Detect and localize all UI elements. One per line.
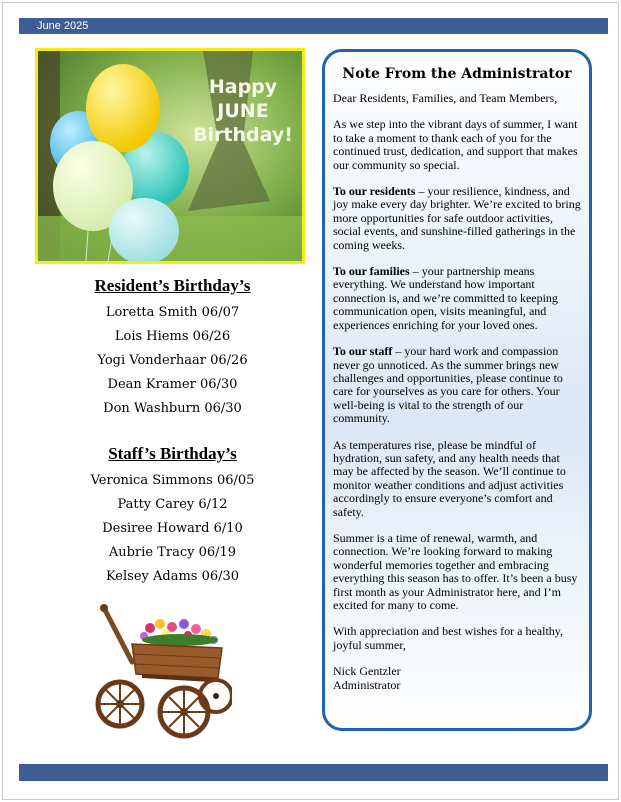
staff-birthday-item: Desiree Howard 6/10 (102, 521, 243, 536)
staff-birthday-item: Aubrie Tracy 06/19 (108, 545, 237, 560)
photo-text-happy: Happy (208, 76, 278, 98)
staff-birthday-item: Veronica Simmons 06/05 (90, 473, 255, 488)
photo-text-june: JUNE (217, 100, 269, 122)
resident-birthday-item: Lois Hiems 06/26 (114, 329, 231, 344)
note-signature-name: Nick Gentzler (333, 664, 401, 679)
note-families-text: – your partnership means everything. We understand how important connection is, and we’re committed to keeping communication open, visits meaningful, and experiences enriching for your loved ones. (333, 264, 558, 332)
note-summer-paragraph: Summer is a time of renewal, warmth, and connection. We’re looking forward to making wonderful memories together and embracing everything this season has to offer. It’s been a busy first month as your Administrator here, and I’m excited for many to come. (333, 530, 578, 612)
flower-wagon-image (92, 600, 232, 742)
note-residents-lead: To our residents (333, 184, 416, 199)
header-bar (19, 18, 608, 34)
note-intro: As we step into the vibrant days of summer, I want to take a moment to thank each of you for the continued trust, dedication, and support that makes our community so special. (333, 117, 578, 172)
resident-birthday-item: Dean Kramer 06/30 (107, 377, 238, 392)
resident-birthday-item: Yogi Vonderhaar 06/26 (97, 353, 248, 368)
staff-birthday-item: Patty Carey 6/12 (117, 497, 228, 512)
header-date: June 2025 (37, 20, 89, 32)
birthday-balloons-image (35, 48, 305, 264)
residents-birthday-heading: Resident’s Birthday’s (94, 276, 251, 295)
note-families-paragraph (333, 265, 581, 332)
administrator-note (322, 49, 592, 731)
note-title: Note From the Administrator (342, 66, 572, 82)
note-staff-lead: To our staff (333, 344, 393, 359)
resident-birthday-item: Loretta Smith 06/07 (105, 305, 240, 320)
staff-birthday-item: Kelsey Adams 06/30 (105, 569, 240, 584)
footer-bar (19, 764, 608, 781)
staff-birthday-heading: Staff’s Birthday’s (108, 444, 237, 463)
note-greeting: Dear Residents, Families, and Team Members, (333, 91, 558, 105)
note-staff-text: – your hard work and compassion never go unnoticed. As the summer brings new challenges and opportunities, please continue to care for yourselves as you care for others. Your well-being is vital to the strength of our community. (333, 344, 563, 426)
photo-text-birthday: Birthday! (193, 124, 293, 146)
birthday-lists (20, 275, 325, 589)
note-families-lead: To our families (333, 264, 410, 279)
note-signature-title: Administrator (333, 677, 401, 692)
resident-birthday-item: Don Washburn 06/30 (103, 401, 242, 416)
note-temperatures-paragraph: As temperatures rise, please be mindful of hydration, sun safety, and any health needs that may be affected by the season. We’ll continue to monitor weather conditions and adjust activities accordingly to ensure everyone’s comfort and safety. (333, 437, 566, 519)
note-residents-text: – your resilience, kindness, and joy make every day brighter. We’re excited to bring more opportunities for safe outdoor activities, social events, and sunshine-filled gatherings in the coming weeks. (333, 184, 581, 252)
note-residents-paragraph (333, 185, 581, 252)
note-closing: With appreciation and best wishes for a healthy, joyful summer, (333, 624, 563, 652)
note-staff-paragraph (333, 345, 581, 425)
